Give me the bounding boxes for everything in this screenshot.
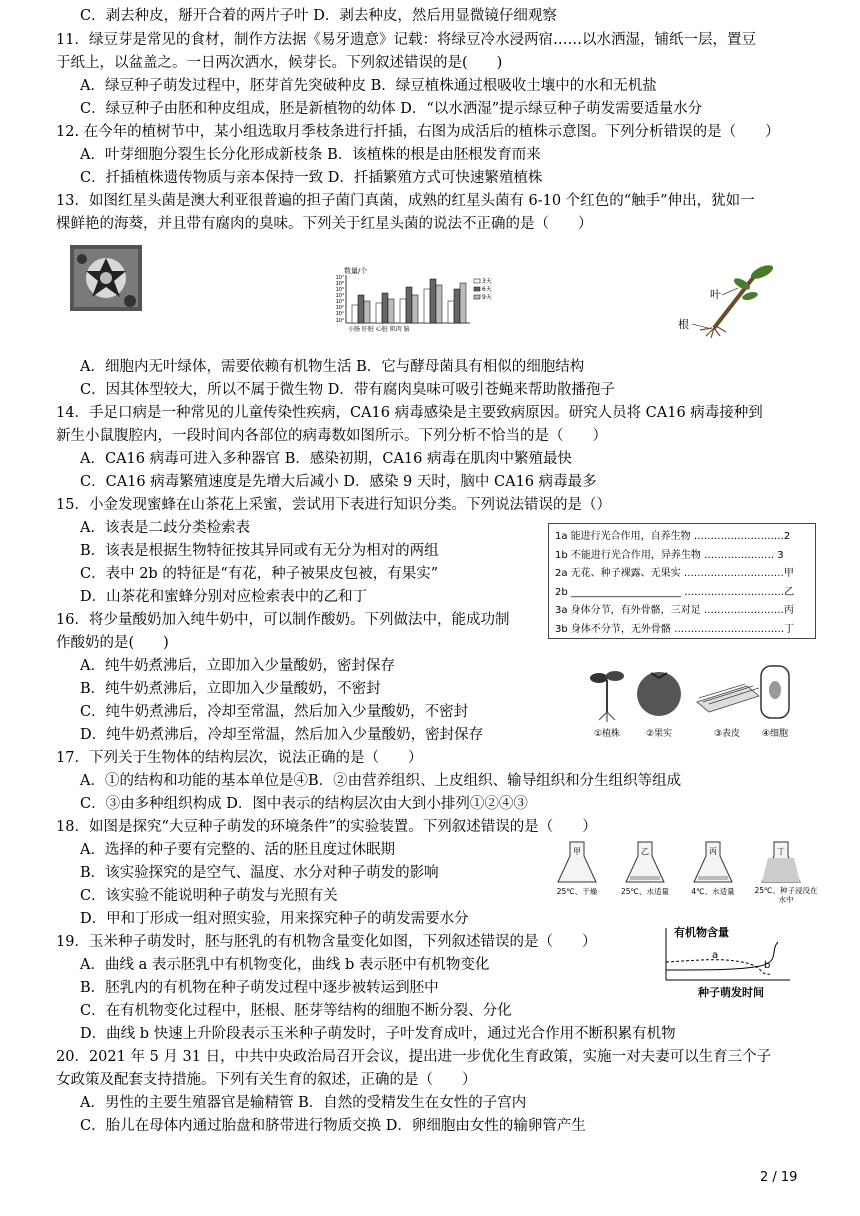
q20-option-ab: A．男性的主要生殖器官是输精管 B．自然的受精发生在女性的子宫内 [80, 1095, 527, 1111]
q14-option-ab: A．CA16 病毒可进入多种器官 B．感染初期，CA16 病毒在肌肉中繁殖最快 [80, 451, 572, 467]
q19-option-a: A．曲线 a 表示胚乳中有机物变化，曲线 b 表示胚中有机物变化 [80, 957, 490, 973]
q11-option-cd: C．绿豆种子由胚和种皮组成，胚是新植物的幼体 D．“以水洒湿”提示绿豆种子萌发需要适量水分 [80, 101, 703, 117]
q19-stem: 19．玉米种子萌发时，胚与胚乳的有机物含量变化如图，下列叙述错误的是（ ） [56, 934, 597, 950]
q15-stem: 15．小金发现蜜蜂在山茶花上采蜜，尝试用下表进行知识分类。下列说法错误的是（） [56, 497, 611, 513]
flask-name: 丁 [777, 847, 785, 856]
q20-stem-1: 20．2021 年 5 月 31 日，中共中央政治局召开会议，提出进一步优化生育政策，实施一对夫妻可以生育三个子 [56, 1049, 772, 1065]
q18-option-b: B．该实验探究的是空气、温度、水分对种子萌发的影响 [80, 865, 439, 881]
virus-legend-3: 3天 [482, 278, 492, 285]
page-number: 2 / 19 [760, 1170, 798, 1185]
q15-option-a: A．该表是二歧分类检索表 [80, 520, 250, 536]
q15-option-c: C．表中 2b 的特征是“有花，种子被果皮包被，有果实” [80, 566, 439, 582]
q15-option-d: D．山茶花和蜜蜂分别对应检索表中的乙和丁 [80, 589, 368, 605]
q19-option-d: D．曲线 b 快速上升阶段表示玉米种子萌发时，子叶发育成叶，通过光合作用不断积累有机物 [80, 1026, 676, 1042]
caption-epidermis: ③表皮 [713, 729, 741, 739]
key-row: 2a 无花、种子裸露、无果实 …………………………甲 [555, 568, 794, 579]
q12-option-cd: C．扦插植株遗传物质与亲本保持一致 D．扦插繁殖方式可快速繁殖植株 [80, 170, 543, 186]
flask-name: 乙 [641, 847, 649, 856]
q14-stem-2: 新生小鼠腹腔内，一段时间内各部位的病毒数如图所示。下列分析不恰当的是（ ） [56, 428, 607, 444]
q14-stem-1: 14．手足口病是一种常见的儿童传染性疾病，CA16 病毒感染是主要致病原因。研究人员将 CA16 病毒接种到 [56, 405, 763, 421]
virus-chart-ytick: 10³ [335, 299, 344, 305]
q17-option-cd: C．③由多种组织构成 D．图中表示的结构层次由大到小排列①②④③ [80, 796, 528, 812]
virus-chart-ytick: 10⁰ [335, 318, 344, 324]
flask-condition: 4℃、水适量 [691, 887, 735, 896]
q13-option-ab: A．细胞内无叶绿体，需要依赖有机物生活 B．它与酵母菌具有相似的细胞结构 [80, 359, 585, 375]
dichotomous-key-table [548, 523, 816, 639]
q13-stem-2: 棵鲜艳的海葵，并且带有腐肉的臭味。下列关于红星头菌的说法不正确的是（ ） [56, 216, 593, 232]
virus-chart-ylabel: 数量/个 [344, 267, 368, 275]
q16-option-b: B．纯牛奶煮沸后，立即加入少量酸奶，不密封 [80, 681, 381, 697]
q13-stem-1: 13．如图红星头菌是澳大利亚很普遍的担子菌门真菌，成熟的红星头菌有 6-10 个红色的“触手”伸出，犹如一 [56, 193, 755, 209]
key-row: 1b 不能进行光合作用，异养生物 ………………… 3 [555, 549, 784, 561]
caption-cell: ④细胞 [761, 729, 789, 739]
curve-a-label: a [712, 950, 719, 961]
virus-chart-ytick: 10² [335, 305, 344, 311]
q12-option-ab: A．叶芽细胞分裂生长分化形成新枝条 B．该植株的根是由胚根发育而来 [80, 147, 541, 163]
q11-stem-2: 于纸上，以盆盖之。一日两次洒水，候芽长。下列叙述错误的是( ) [56, 55, 503, 71]
q17-stem: 17．下列关于生物体的结构层次，说法正确的是（ ） [56, 750, 423, 766]
q14-option-cd: C．CA16 病毒繁殖速度是先增大后减小 D．感染 9 天时，脑中 CA16 病毒最多 [80, 474, 597, 490]
q18-option-d: D．甲和丁形成一组对照实验，用来探究种子的萌发需要水分 [80, 911, 469, 927]
virus-chart-ytick: 10⁷ [335, 275, 344, 281]
cutting-plant-figure [678, 262, 788, 340]
q16-option-c: C．纯牛奶煮沸后，冷却至常温，然后加入少量酸奶，不密封 [80, 704, 469, 720]
flask-condition: 25℃、种子浸没在水中 [754, 886, 818, 904]
flask-name: 甲 [573, 847, 581, 856]
q19-option-c: C．在有机物变化过程中，胚根、胚芽等结构的细胞不断分裂、分化 [80, 1003, 512, 1019]
flask-name: 丙 [709, 847, 717, 856]
curve-ylabel: 有机物含量 [674, 926, 729, 939]
q13-option-cd: C．因其体型较大，所以不属于微生物 D．带有腐肉臭味可吸引苍蝇来帮助散播孢子 [80, 382, 615, 398]
virus-chart [330, 265, 510, 335]
q11-stem-1: 11．绿豆芽是常见的食材，制作方法据《易牙遗意》记载：将绿豆冷水浸两宿……以水洒湿，铺纸一层，置豆 [56, 32, 756, 48]
q15-option-b: B．该表是根据生物特征按其异同或有无分为相对的两组 [80, 543, 439, 559]
virus-legend-6: 6天 [482, 286, 492, 293]
q18-option-c: C．该实验不能说明种子萌发与光照有关 [80, 888, 338, 904]
q12-stem: 12. 在今年的植树节中，某小组选取月季枝条进行扦插，右图为成活后的植株示意图。下列分析错误的是（ ） [56, 124, 780, 140]
leaf-label: 叶 [710, 288, 721, 301]
root-label: 根 [678, 318, 689, 331]
curve-xlabel: 种子萌发时间 [698, 986, 764, 999]
q18-stem: 18．如图是探究“大豆种子萌发的环境条件”的实验装置。下列叙述错误的是（ ） [56, 819, 597, 835]
q20-stem-2: 女政策及配套支持措施。下列有关生育的叙述，正确的是（ ） [56, 1072, 477, 1088]
virus-chart-ytick: 10⁴ [335, 293, 344, 299]
q10-option-cd: C．剥去种皮，掰开合着的两片子叶 D．剥去种皮，然后用显微镜仔细观察 [80, 8, 557, 24]
virus-chart-ytick: 10⁶ [335, 281, 344, 287]
q17-option-ab: A．①的结构和功能的基本单位是④B．②由营养组织、上皮组织、输导组织和分生组织等组成 [80, 773, 682, 789]
fungus-photo [70, 245, 142, 311]
q19-option-b: B．胚乳内的有机物在种子萌发过程中逐步被转运到胚中 [80, 980, 439, 996]
key-row: 3a 身体分节，有外骨骼，三对足 ……………………丙 [555, 605, 794, 616]
flask-condition: 25℃、干燥 [556, 887, 598, 896]
virus-chart-ytick: 10¹ [335, 311, 344, 317]
caption-fruit: ②果实 [645, 729, 673, 739]
q16-stem-2: 作酸奶的是( ) [56, 635, 169, 651]
key-row: 2b ______________________ …………………………乙 [555, 586, 795, 598]
organic-matter-curve [660, 922, 810, 1000]
key-row: 1a 能进行光合作用，自养生物 ………………………2 [555, 531, 791, 542]
caption-plant: ①植株 [593, 729, 621, 739]
q11-option-ab: A．绿豆种子萌发过程中，胚芽首先突破种皮 B．绿豆植株通过根吸收土壤中的水和无机盐 [80, 78, 657, 94]
q16-option-a: A．纯牛奶煮沸后，立即加入少量酸奶，密封保存 [80, 658, 395, 674]
flask-condition: 25℃、水适量 [621, 887, 669, 896]
q20-option-cd: C．胎儿在母体内通过胎盘和脐带进行物质交换 D．卵细胞由女性的输卵管产生 [80, 1118, 586, 1134]
q16-option-d: D．纯牛奶煮沸后，冷却至常温，然后加入少量酸奶，密封保存 [80, 727, 484, 743]
q18-option-a: A．选择的种子要有完整的、活的胚且度过休眠期 [80, 842, 395, 858]
q16-stem-1: 16．将少量酸奶加入纯牛奶中，可以制作酸奶。下列做法中，能成功制 [56, 612, 510, 628]
key-row: 3b 身体不分节，无外骨骼 ……………………………丁 [555, 623, 795, 635]
virus-legend-9: 9天 [482, 294, 492, 301]
virus-chart-ytick: 10⁵ [335, 287, 344, 293]
virus-chart-xcats: 小肠 肝脏 心脏 肌肉 脑 [348, 326, 410, 333]
flask-experiment-figure [548, 838, 818, 908]
curve-b-label: b [764, 960, 771, 971]
structure-levels-figure [585, 660, 800, 742]
